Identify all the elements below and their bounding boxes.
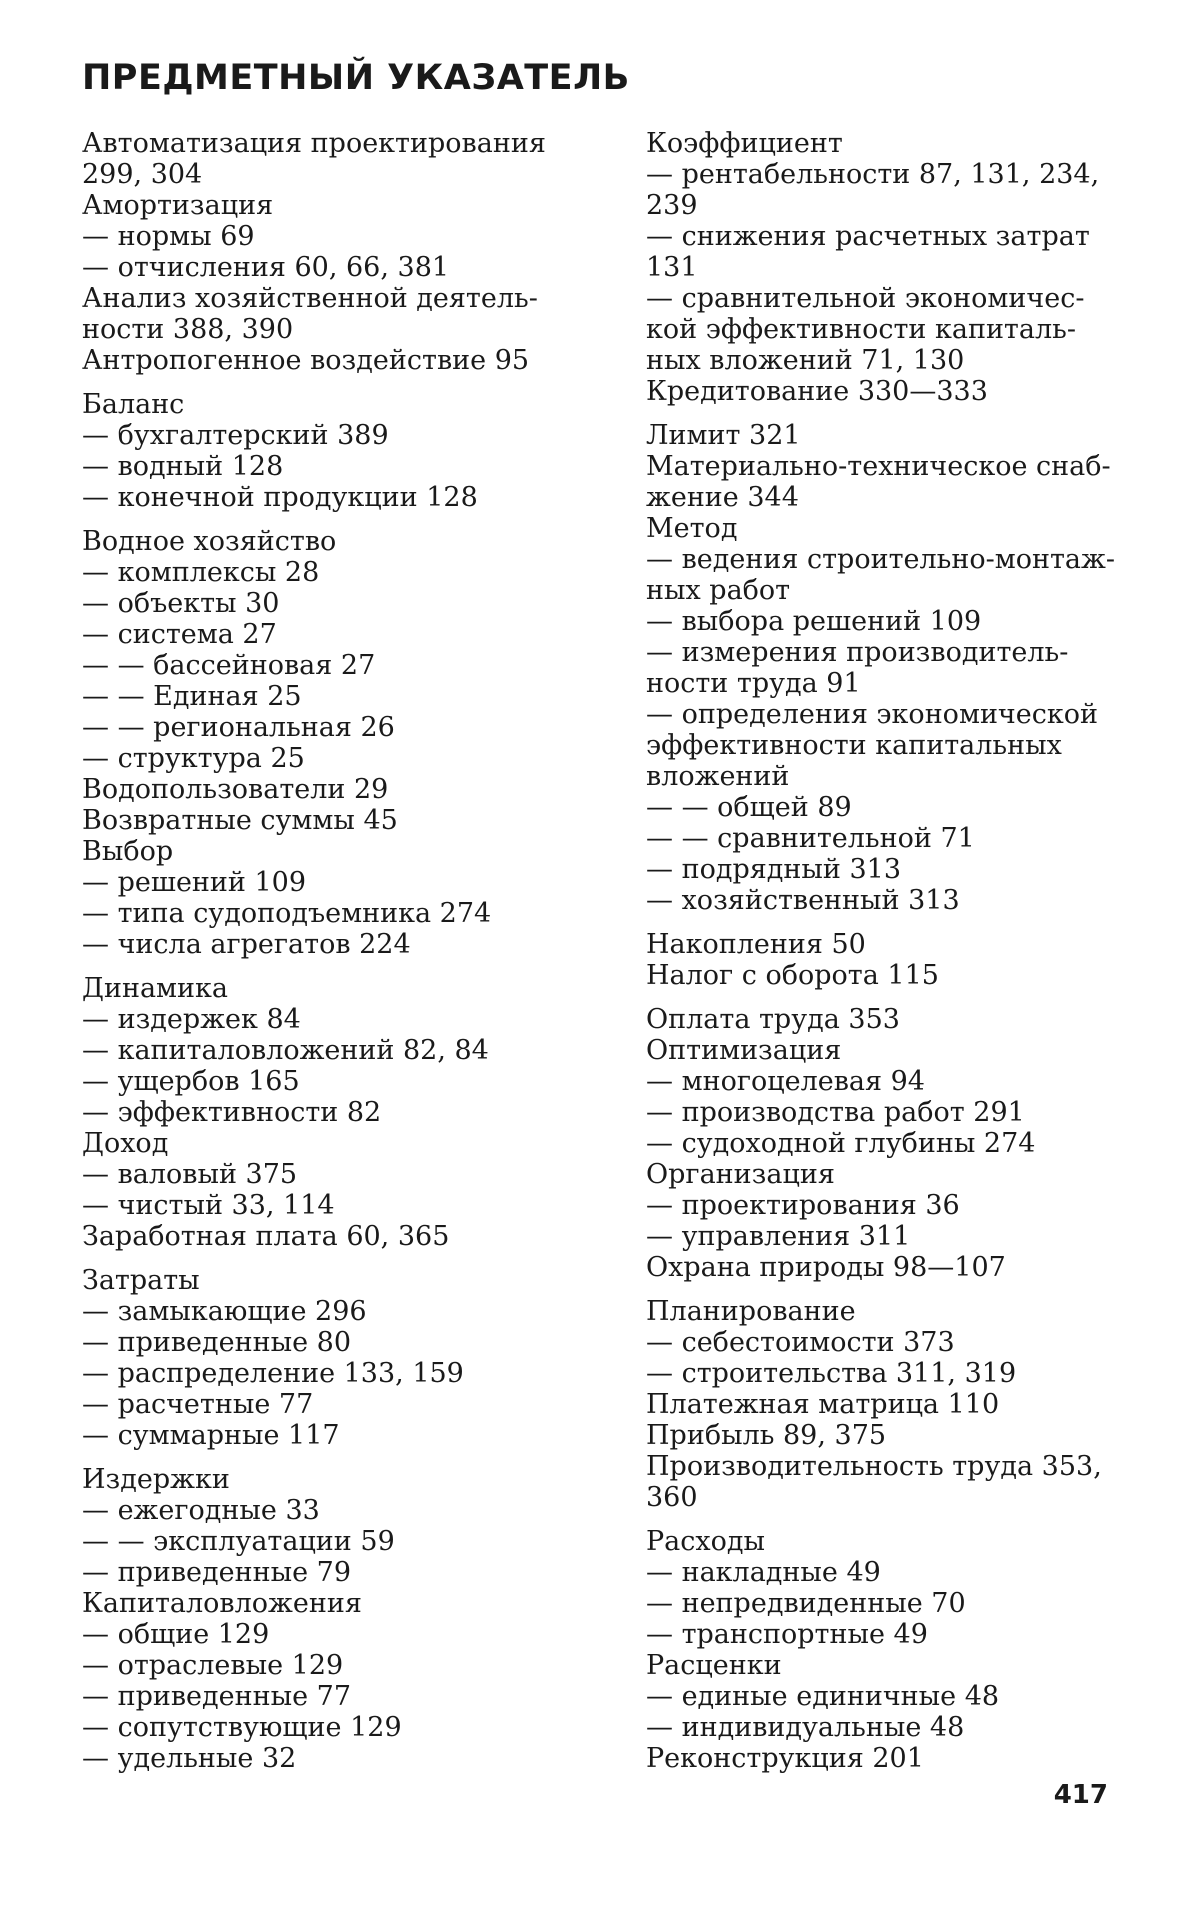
index-entry: — эффективности 82 bbox=[82, 1097, 382, 1128]
index-group bbox=[646, 1296, 1124, 1513]
index-entry: — ущербов 165 bbox=[82, 1066, 300, 1097]
index-entry: — выбора решений 109 bbox=[646, 606, 982, 637]
index-entry: — капиталовложений 82, 84 bbox=[82, 1035, 489, 1066]
index-entry: — — Единая 25 bbox=[82, 681, 302, 712]
index-entry: Расходы bbox=[646, 1526, 765, 1557]
index-entry: — объекты 30 bbox=[82, 588, 280, 619]
index-entry: — определения экономической bbox=[646, 699, 1099, 730]
index-entry: — — региональная 26 bbox=[82, 712, 395, 743]
index-group bbox=[82, 1265, 560, 1451]
index-entry: — — бассейновая 27 bbox=[82, 650, 376, 681]
index-entry: — управления 311 bbox=[646, 1221, 911, 1252]
index-entry: — структура 25 bbox=[82, 743, 305, 774]
index-entry: ных работ bbox=[646, 575, 791, 606]
index-entry: — валовый 375 bbox=[82, 1159, 298, 1190]
index-entry: Расценки bbox=[646, 1650, 782, 1681]
index-entry: Затраты bbox=[82, 1265, 200, 1296]
index-group bbox=[82, 526, 560, 960]
index-entry: — суммарные 117 bbox=[82, 1420, 340, 1451]
index-entry: — ведения строительно-монтаж- bbox=[646, 544, 1115, 575]
index-group bbox=[82, 128, 560, 376]
page-number: 417 bbox=[1053, 1780, 1108, 1810]
index-entry: Метод bbox=[646, 513, 738, 544]
index-entry: вложений bbox=[646, 761, 790, 792]
index-entry: — — общей 89 bbox=[646, 792, 852, 823]
index-entry: — отраслевые 129 bbox=[82, 1650, 344, 1681]
index-entry: — нормы 69 bbox=[82, 221, 255, 252]
index-entry: — проектирования 36 bbox=[646, 1190, 960, 1221]
index-entry: — приведенные 80 bbox=[82, 1327, 352, 1358]
index-entry: — общие 129 bbox=[82, 1619, 270, 1650]
index-entry: ных вложений 71, 130 bbox=[646, 345, 965, 376]
index-entry: — хозяйственный 313 bbox=[646, 885, 960, 916]
index-entry: 131 bbox=[646, 252, 698, 283]
index-entry: Баланс bbox=[82, 389, 185, 420]
index-entry: Оптимизация bbox=[646, 1035, 842, 1066]
index-entry: Амортизация bbox=[82, 190, 274, 221]
index-entry: — снижения расчетных затрат bbox=[646, 221, 1090, 252]
index-group bbox=[646, 1526, 1124, 1774]
index-entry: — измерения производитель- bbox=[646, 637, 1069, 668]
index-entry: — сопутствующие 129 bbox=[82, 1712, 402, 1743]
index-column-right bbox=[646, 128, 1124, 1787]
index-entry: Доход bbox=[82, 1128, 169, 1159]
index-entry: Оплата труда 353 bbox=[646, 1004, 900, 1035]
index-group bbox=[646, 420, 1124, 916]
index-entry: Выбор bbox=[82, 836, 174, 867]
index-entry: — подрядный 313 bbox=[646, 854, 901, 885]
index-entry: — чистый 33, 114 bbox=[82, 1190, 335, 1221]
index-entry: Прибыль 89, 375 bbox=[646, 1420, 887, 1451]
index-entry: — транспортные 49 bbox=[646, 1619, 928, 1650]
index-entry: кой эффективности капиталь- bbox=[646, 314, 1076, 345]
index-entry: Анализ хозяйственной деятель- bbox=[82, 283, 538, 314]
index-entry: Производительность труда 353, bbox=[646, 1451, 1102, 1482]
index-entry: — накладные 49 bbox=[646, 1557, 881, 1588]
index-entry: — издержек 84 bbox=[82, 1004, 301, 1035]
index-entry: — сравнительной экономичес- bbox=[646, 283, 1085, 314]
index-entry: — расчетные 77 bbox=[82, 1389, 314, 1420]
index-entry: — многоцелевая 94 bbox=[646, 1066, 925, 1097]
index-entry: — типа судоподъемника 274 bbox=[82, 898, 492, 929]
index-entry: Автоматизация проектирования bbox=[82, 128, 546, 159]
index-entry: Динамика bbox=[82, 973, 229, 1004]
index-entry: — система 27 bbox=[82, 619, 277, 650]
index-entry: — решений 109 bbox=[82, 867, 307, 898]
index-entry: 239 bbox=[646, 190, 698, 221]
index-entry: 360 bbox=[646, 1482, 698, 1513]
index-entry: — непредвиденные 70 bbox=[646, 1588, 966, 1619]
index-entry: — бухгалтерский 389 bbox=[82, 420, 389, 451]
index-entry: — — эксплуатации 59 bbox=[82, 1526, 395, 1557]
index-entry: — строительства 311, 319 bbox=[646, 1358, 1017, 1389]
index-entry: Материально-техническое снаб- bbox=[646, 451, 1111, 482]
index-group bbox=[82, 389, 560, 513]
index-entry: — ежегодные 33 bbox=[82, 1495, 320, 1526]
index-entry: — комплексы 28 bbox=[82, 557, 320, 588]
index-entry: Лимит 321 bbox=[646, 420, 801, 451]
index-entry: Издержки bbox=[82, 1464, 230, 1495]
index-entry: Реконструкция 201 bbox=[646, 1743, 924, 1774]
index-entry: Коэффициент bbox=[646, 128, 843, 159]
index-entry: Организация bbox=[646, 1159, 835, 1190]
index-entry: Охрана природы 98—107 bbox=[646, 1252, 1006, 1283]
index-entry: — отчисления 60, 66, 381 bbox=[82, 252, 450, 283]
index-entry: Водопользователи 29 bbox=[82, 774, 389, 805]
index-entry: Накопления 50 bbox=[646, 929, 866, 960]
index-entry: — замыкающие 296 bbox=[82, 1296, 367, 1327]
index-entry: — распределение 133, 159 bbox=[82, 1358, 464, 1389]
index-entry: — удельные 32 bbox=[82, 1743, 297, 1774]
index-entry: Капиталовложения bbox=[82, 1588, 362, 1619]
index-entry: Водное хозяйство bbox=[82, 526, 337, 557]
index-entry: — водный 128 bbox=[82, 451, 284, 482]
index-entry: Возвратные суммы 45 bbox=[82, 805, 398, 836]
index-entry: — приведенные 77 bbox=[82, 1681, 352, 1712]
index-column-left bbox=[82, 128, 560, 1787]
index-entry: — единые единичные 48 bbox=[646, 1681, 1000, 1712]
index-entry: 299, 304 bbox=[82, 159, 203, 190]
index-entry: эффективности капитальных bbox=[646, 730, 1062, 761]
index-group bbox=[82, 973, 560, 1252]
index-entry: — — сравнительной 71 bbox=[646, 823, 975, 854]
index-group bbox=[646, 128, 1124, 407]
index-entry: — индивидуальные 48 bbox=[646, 1712, 965, 1743]
index-entry: ности труда 91 bbox=[646, 668, 861, 699]
index-entry: — производства работ 291 bbox=[646, 1097, 1025, 1128]
index-entry: Планирование bbox=[646, 1296, 856, 1327]
index-entry: Антропогенное воздействие 95 bbox=[82, 345, 530, 376]
index-entry: — рентабельности 87, 131, 234, bbox=[646, 159, 1100, 190]
index-entry: Налог с оборота 115 bbox=[646, 960, 939, 991]
index-entry: жение 344 bbox=[646, 482, 799, 513]
index-group bbox=[646, 929, 1124, 991]
index-group bbox=[82, 1464, 560, 1774]
index-entry: — числа агрегатов 224 bbox=[82, 929, 411, 960]
index-entry: ности 388, 390 bbox=[82, 314, 294, 345]
index-group bbox=[646, 1004, 1124, 1283]
index-entry: — конечной продукции 128 bbox=[82, 482, 478, 513]
index-entry: Заработная плата 60, 365 bbox=[82, 1221, 450, 1252]
index-entry: — приведенные 79 bbox=[82, 1557, 352, 1588]
page-title: ПРЕДМЕТНЫЙ УКАЗАТЕЛЬ bbox=[82, 58, 630, 98]
index-entry: — себестоимости 373 bbox=[646, 1327, 955, 1358]
index-entry: Платежная матрица 110 bbox=[646, 1389, 1000, 1420]
index-entry: — судоходной глубины 274 bbox=[646, 1128, 1036, 1159]
index-entry: Кредитование 330—333 bbox=[646, 376, 988, 407]
